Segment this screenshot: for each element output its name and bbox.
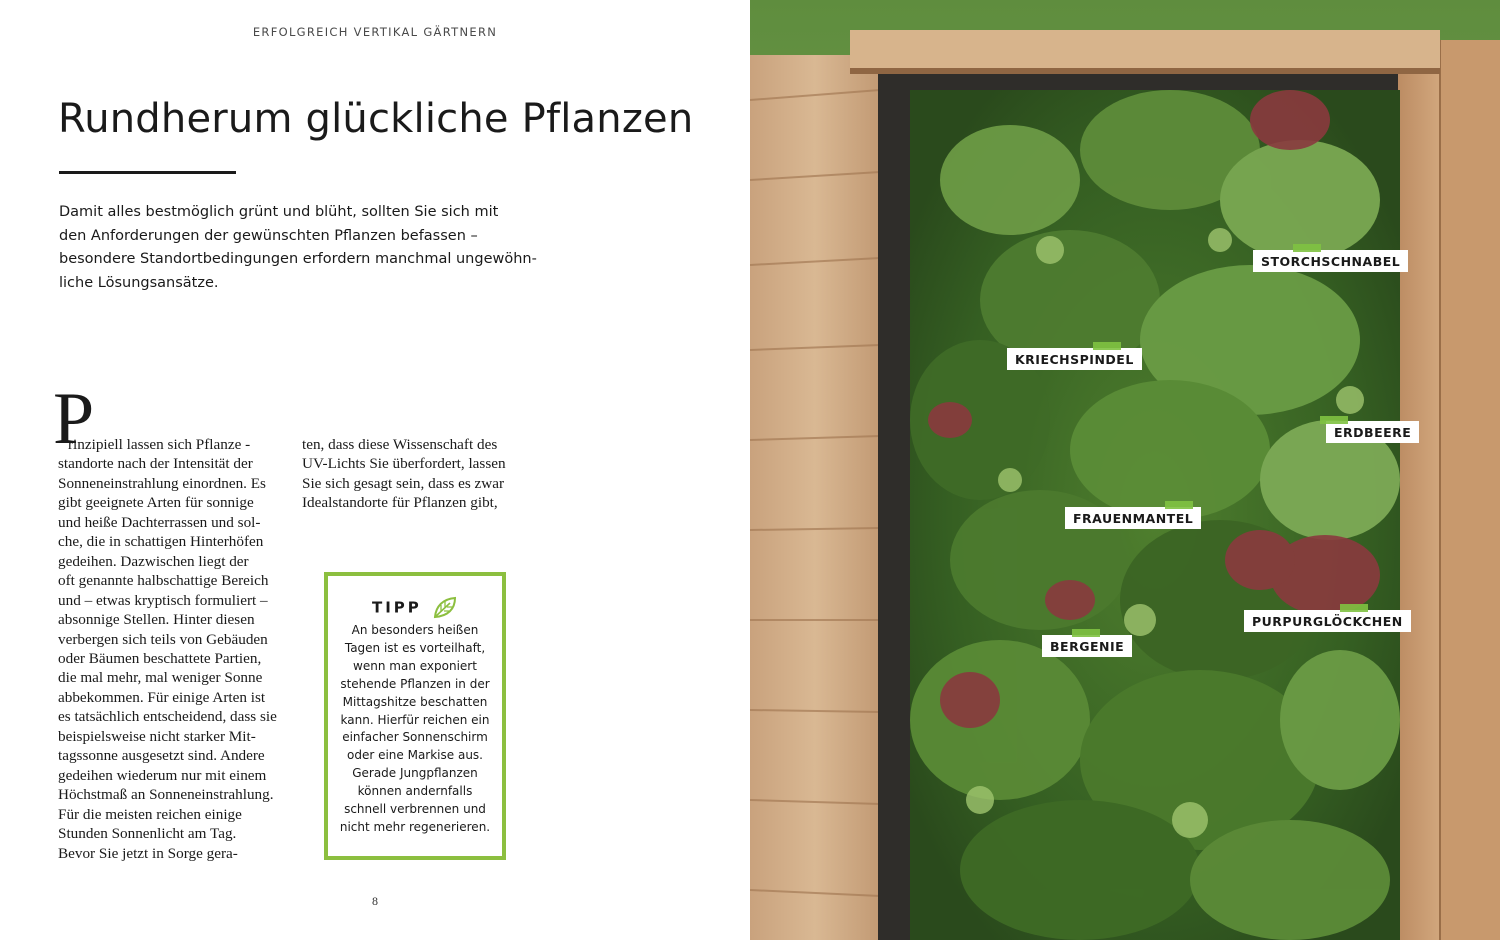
- label-text: STORCHSCHNABEL: [1261, 254, 1401, 269]
- label-kriechspindel: [1007, 348, 1142, 370]
- label-tape: [1293, 244, 1321, 252]
- body-line: gibt geeignete Arten für sonnige: [58, 494, 254, 512]
- tip-line: Mittagshitze beschatten: [342, 694, 488, 709]
- body-line: Stunden Sonnenlicht am Tag.: [58, 825, 237, 843]
- tip-box: [324, 572, 506, 860]
- body-line: Idealstandorte für Pflanzen gibt,: [302, 494, 498, 512]
- body-line: che, die in schattigen Hinterhöfen: [58, 533, 264, 551]
- body-line: rinzipiell lassen sich Pflanze -: [68, 436, 251, 453]
- intro-line: liche Lösungsansätze.: [59, 274, 219, 291]
- intro-paragraph: [59, 201, 539, 295]
- body-line: Höchstmaß an Sonneneinstrahlung.: [58, 786, 274, 804]
- body-line: standorte nach der Intensität der: [58, 455, 253, 473]
- tip-text: [328, 622, 502, 837]
- body-column-1: [58, 435, 293, 863]
- leaf-icon: [432, 596, 458, 620]
- label-bergenie: [1042, 635, 1132, 657]
- tip-line: stehende Pflanzen in der: [340, 676, 490, 691]
- body-line: und heiße Dachterrassen und sol-: [58, 513, 261, 531]
- body-line: gedeihen wiederum nur mit einem: [58, 766, 267, 784]
- body-line: absonnige Stellen. Hinter diesen: [58, 611, 255, 629]
- body-line: die mal mehr, mal weniger Sonne: [58, 669, 263, 687]
- tip-line: einfacher Sonnenschirm: [342, 730, 488, 745]
- body-line: abbekommen. Für einige Arten ist: [58, 688, 266, 706]
- tip-line: können andernfalls: [357, 784, 473, 799]
- tip-line: wenn man exponiert: [353, 658, 477, 673]
- body-line: verbergen sich teils von Gebäuden: [58, 630, 268, 648]
- body-line: tagssonne ausgesetzt sind. Andere: [58, 747, 265, 765]
- dropcap: P: [53, 378, 95, 460]
- body-line: ten, dass diese Wissenschaft des: [302, 436, 498, 453]
- tip-line: Gerade Jungpflanzen: [352, 766, 478, 781]
- label-tape: [1093, 342, 1121, 350]
- label-storchschnabel: [1253, 250, 1408, 272]
- tip-heading-text: TIPP: [371, 598, 422, 617]
- label-tape: [1165, 501, 1193, 509]
- intro-line: Damit alles bestmöglich grünt und blüht, sollten Sie sich mit: [59, 204, 499, 220]
- label-erdbeere: [1326, 421, 1419, 443]
- tip-heading: [328, 596, 502, 620]
- body-line: oft genannte halbschattige Bereich: [58, 572, 269, 590]
- intro-line: besondere Standortbedingungen erfordern manchmal ungewöhn-: [59, 251, 537, 267]
- tip-line: nicht mehr regenerieren.: [339, 819, 491, 834]
- label-text: ERDBEERE: [1334, 425, 1412, 440]
- label-frauenmantel: [1065, 507, 1201, 529]
- body-line: UV-Lichts Sie überfordert, lassen: [302, 455, 506, 473]
- tip-line: Tagen ist es vorteilhaft,: [344, 640, 486, 655]
- body-line: und – etwas kryptisch formuliert –: [58, 591, 268, 609]
- label-text: KRIECHSPINDEL: [1015, 352, 1134, 367]
- tip-line: kann. Hierfür reichen ein: [340, 712, 490, 727]
- tip-line: schnell verbrennen und: [344, 802, 486, 817]
- page-title: Rundherum glückliche Pflanzen: [58, 96, 694, 142]
- label-text: FRAUENMANTEL: [1073, 511, 1194, 526]
- label-tape: [1072, 629, 1100, 637]
- label-text: PURPURGLÖCKCHEN: [1252, 614, 1403, 629]
- body-line: Bevor Sie jetzt in Sorge gera-: [58, 844, 238, 862]
- title-rule: [59, 171, 236, 174]
- body-line: oder Bäumen beschattete Partien,: [58, 649, 262, 667]
- body-line: Sie sich gesagt sein, dass es zwar: [302, 474, 505, 492]
- running-head: ERFOLGREICH VERTIKAL GÄRTNERN: [252, 25, 498, 39]
- tip-line: An besonders heißen: [351, 623, 479, 637]
- label-tape: [1320, 416, 1348, 424]
- label-purpurgloeckchen: [1244, 610, 1411, 632]
- label-tape: [1340, 604, 1368, 612]
- intro-line: den Anforderungen der gewünschten Pflanzen befassen –: [59, 227, 478, 244]
- vertical-garden-illustration: [750, 0, 1500, 940]
- body-line: Sonneneinstrahlung einordnen. Es: [58, 474, 266, 492]
- body-line: gedeihen. Dazwischen liegt der: [58, 552, 249, 570]
- body-column-2: [302, 435, 537, 513]
- body-line: beispielsweise nicht starker Mit-: [58, 727, 256, 745]
- left-page: [0, 0, 750, 940]
- tip-line: oder eine Markise aus.: [346, 748, 483, 763]
- label-text: BERGENIE: [1050, 639, 1125, 654]
- body-line: Für die meisten reichen einige: [58, 805, 242, 823]
- page-number: 8: [372, 894, 378, 908]
- vertical-garden-photo: [750, 0, 1500, 940]
- body-line: es tatsächlich entscheidend, dass sie: [58, 708, 277, 726]
